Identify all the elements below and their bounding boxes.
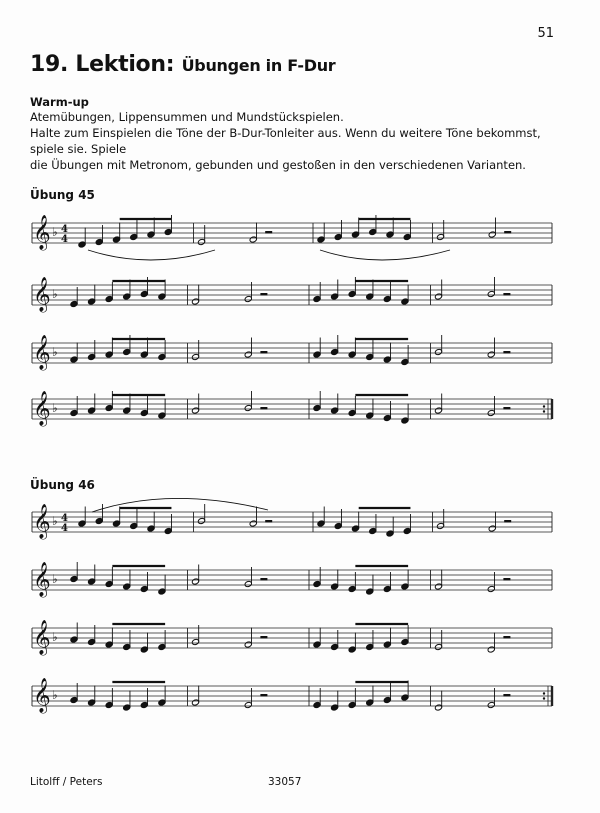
flat-key-signature-icon: ♭ bbox=[52, 572, 58, 586]
flat-key-signature-icon: ♭ bbox=[52, 514, 58, 528]
rest-icon bbox=[260, 578, 267, 581]
time-signature-bottom: 4 bbox=[61, 523, 68, 534]
treble-clef-icon: 𝄞 bbox=[33, 562, 51, 597]
flat-key-signature-icon: ♭ bbox=[52, 688, 58, 702]
flat-key-signature-icon: ♭ bbox=[52, 225, 58, 239]
rest-icon bbox=[260, 293, 267, 296]
treble-clef-icon: 𝄞 bbox=[33, 504, 51, 539]
flat-key-signature-icon: ♭ bbox=[52, 287, 58, 301]
rest-icon bbox=[503, 293, 510, 296]
lesson-title-main: 19. Lektion: bbox=[30, 52, 175, 77]
flat-key-signature-icon: ♭ bbox=[52, 345, 58, 359]
treble-clef-icon: 𝄞 bbox=[33, 215, 51, 250]
rest-icon bbox=[504, 520, 511, 523]
repeat-dot bbox=[543, 692, 545, 694]
time-signature-top: 4 bbox=[61, 513, 68, 524]
flat-key-signature-icon: ♭ bbox=[52, 630, 58, 644]
treble-clef-icon: 𝄞 bbox=[33, 678, 51, 713]
rest-icon bbox=[260, 694, 267, 697]
rest-icon bbox=[503, 636, 510, 639]
warmup-line-1: Atemübungen, Lippensummen und Mundstückspielen. bbox=[30, 110, 344, 124]
warmup-heading: Warm-up bbox=[30, 95, 89, 109]
edition-number: 33057 bbox=[268, 776, 302, 788]
rest-icon bbox=[260, 351, 267, 354]
rest-icon bbox=[260, 407, 267, 410]
repeat-dot bbox=[543, 410, 545, 412]
lesson-title-sub: Übungen in F-Dur bbox=[181, 56, 336, 75]
page-number: 51 bbox=[537, 26, 554, 41]
exercise-label-46: Übung 46 bbox=[30, 478, 95, 492]
rest-icon bbox=[265, 520, 272, 523]
rest-icon bbox=[503, 578, 510, 581]
flat-key-signature-icon: ♭ bbox=[52, 401, 58, 415]
rest-icon bbox=[260, 636, 267, 639]
repeat-dot bbox=[543, 697, 545, 699]
treble-clef-icon: 𝄞 bbox=[33, 335, 51, 370]
slur bbox=[320, 250, 450, 260]
rest-icon bbox=[503, 407, 510, 410]
exercise-label-45: Übung 45 bbox=[30, 188, 95, 202]
rest-icon bbox=[265, 231, 272, 234]
warmup-line-2: Halte zum Einspielen die Töne der B-Dur-Tonleiter aus. Wenn du weitere Töne bekommst, spiele sie. Spiele bbox=[30, 126, 541, 156]
warmup-line-3: die Übungen mit Metronom, gebunden und gestoßen in den verschiedenen Varianten. bbox=[30, 158, 526, 172]
treble-clef-icon: 𝄞 bbox=[33, 620, 51, 655]
publisher: Litolff / Peters bbox=[30, 776, 103, 788]
repeat-dot bbox=[543, 405, 545, 407]
rest-icon bbox=[503, 351, 510, 354]
slur bbox=[92, 498, 268, 512]
treble-clef-icon: 𝄞 bbox=[33, 391, 51, 426]
treble-clef-icon: 𝄞 bbox=[33, 277, 51, 312]
rest-icon bbox=[504, 231, 511, 234]
rest-icon bbox=[503, 694, 510, 697]
slur bbox=[88, 250, 215, 260]
time-signature-top: 4 bbox=[61, 224, 68, 235]
time-signature-bottom: 4 bbox=[61, 234, 68, 245]
